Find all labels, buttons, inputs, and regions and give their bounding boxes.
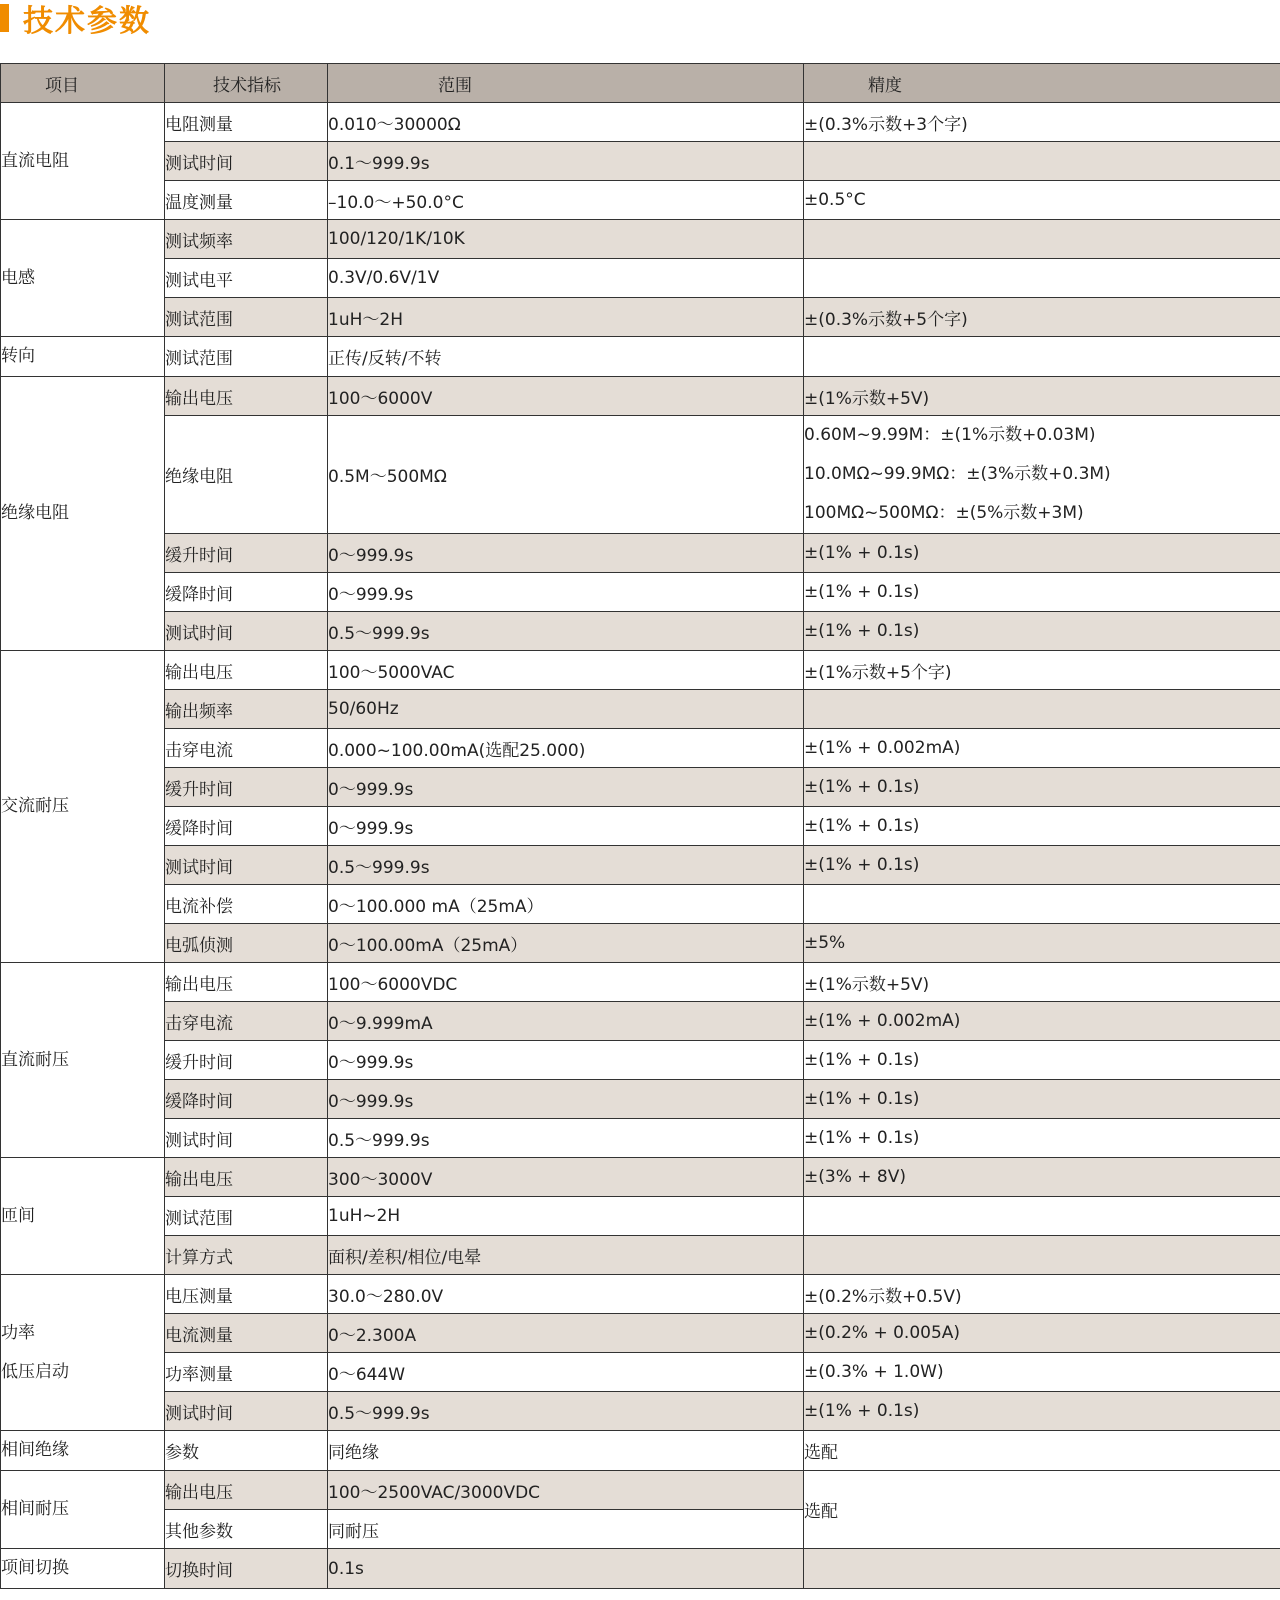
range-cell: 0～999.9s <box>328 534 804 573</box>
accuracy-line: ±(0.2% + 0.005A) <box>804 1323 961 1343</box>
spec-name-cell: 电流测量 <box>165 1314 328 1353</box>
spec-name-cell: 缓升时间 <box>165 768 328 807</box>
accuracy-line: 10.0MΩ~99.9MΩ：±(3%示数+0.3M) <box>804 464 1111 484</box>
accuracy-cell <box>804 846 1280 885</box>
spec-name-cell: 缓降时间 <box>165 1080 328 1119</box>
table-row <box>1 259 1280 298</box>
table-row <box>1 885 1280 924</box>
spec-table <box>0 63 1280 1589</box>
spec-name-cell: 电阻测量 <box>165 103 328 142</box>
item-label: 交流耐压 <box>1 796 69 816</box>
accuracy-cell <box>804 1471 1280 1549</box>
accuracy-cell <box>804 220 1280 259</box>
accuracy-cell <box>804 181 1280 220</box>
range-cell: 100～5000VAC <box>328 651 804 690</box>
range-cell: 0.010～30000Ω <box>328 103 804 142</box>
item-label: 转向 <box>1 346 35 366</box>
accuracy-line: ±(0.3%示数+5个字) <box>804 309 968 330</box>
range-cell: 300～3000V <box>328 1158 804 1197</box>
range-cell: 同绝缘 <box>328 1431 804 1471</box>
range-cell: 1uH～2H <box>328 298 804 337</box>
range-cell: 0.5M～500MΩ <box>328 416 804 534</box>
range-cell: 50/60Hz <box>328 690 804 729</box>
accuracy-cell <box>804 298 1280 337</box>
range-cell: 0.000~100.00mA(选配25.000) <box>328 729 804 768</box>
item-cell <box>1 651 165 963</box>
item-cell <box>1 103 165 220</box>
accuracy-cell <box>804 1353 1280 1392</box>
table-row <box>1 924 1280 963</box>
spec-name-cell: 缓降时间 <box>165 807 328 846</box>
accuracy-line: 选配 <box>804 1443 838 1463</box>
spec-name-cell: 测试时间 <box>165 612 328 651</box>
spec-name-cell: 测试时间 <box>165 846 328 885</box>
accuracy-line: ±(1% + 0.1s) <box>804 582 920 602</box>
accuracy-line: 100MΩ~500MΩ：±(5%示数+3M) <box>804 503 1084 523</box>
spec-name-cell: 功率测量 <box>165 1353 328 1392</box>
header-spec: 技术指标 <box>165 64 328 103</box>
accuracy-cell <box>804 1236 1280 1275</box>
table-row <box>1 1236 1280 1275</box>
spec-name-cell: 温度测量 <box>165 181 328 220</box>
item-cell <box>1 1549 165 1589</box>
item-label: 直流电阻 <box>1 150 69 171</box>
accuracy-cell <box>804 651 1280 690</box>
accuracy-cell <box>804 142 1280 181</box>
range-cell: 0～999.9s <box>328 1080 804 1119</box>
accuracy-cell <box>804 1275 1280 1314</box>
spec-name-cell: 击穿电流 <box>165 1002 328 1041</box>
table-row <box>1 298 1280 337</box>
accuracy-cell <box>804 1431 1280 1471</box>
spec-name-cell: 测试电平 <box>165 259 328 298</box>
range-cell: 100～2500VAC/3000VDC <box>328 1471 804 1510</box>
table-row <box>1 1197 1280 1236</box>
accuracy-cell <box>804 768 1280 807</box>
accuracy-cell <box>804 534 1280 573</box>
accuracy-cell <box>804 1041 1280 1080</box>
spec-name-cell: 测试时间 <box>165 142 328 181</box>
accuracy-cell <box>804 377 1280 416</box>
table-row <box>1 846 1280 885</box>
spec-name-cell: 测试范围 <box>165 337 328 377</box>
accuracy-line: ±(1% + 0.1s) <box>804 777 920 797</box>
accuracy-line: ±(1% + 0.002mA) <box>804 738 961 758</box>
range-cell: 30.0～280.0V <box>328 1275 804 1314</box>
section-title-bar <box>0 0 151 39</box>
table-row <box>1 690 1280 729</box>
spec-name-cell: 测试频率 <box>165 220 328 259</box>
table-row <box>1 1041 1280 1080</box>
range-cell: 0.5～999.9s <box>328 1119 804 1158</box>
range-cell: 0.3V/0.6V/1V <box>328 259 804 298</box>
accuracy-line: ±(1%示数+5V) <box>804 974 930 995</box>
spec-name-cell: 缓升时间 <box>165 534 328 573</box>
table-row <box>1 181 1280 220</box>
table-row <box>1 573 1280 612</box>
range-cell: 100～6000V <box>328 377 804 416</box>
spec-name-cell: 输出频率 <box>165 690 328 729</box>
accuracy-cell <box>804 573 1280 612</box>
item-cell <box>1 377 165 651</box>
accuracy-cell <box>804 807 1280 846</box>
item-label: 绝缘电阻 <box>1 503 69 523</box>
accuracy-line: ±(3% + 8V) <box>804 1167 906 1187</box>
item-label: 功率 <box>1 1322 35 1343</box>
accuracy-cell <box>804 612 1280 651</box>
header-item: 项目 <box>1 64 165 103</box>
accuracy-cell <box>804 1549 1280 1589</box>
accuracy-cell <box>804 1080 1280 1119</box>
accuracy-cell <box>804 1158 1280 1197</box>
table-row <box>1 807 1280 846</box>
range-cell: 0～100.000 mA（25mA） <box>328 885 804 924</box>
spec-name-cell: 缓降时间 <box>165 573 328 612</box>
range-cell: 100/120/1K/10K <box>328 220 804 259</box>
spec-name-cell: 其他参数 <box>165 1510 328 1549</box>
range-cell: 0.1～999.9s <box>328 142 804 181</box>
header-accuracy: 精度 <box>804 64 1280 103</box>
accuracy-line: ±(1% + 0.1s) <box>804 1050 920 1070</box>
table-row <box>1 103 1280 142</box>
item-label: 直流耐压 <box>1 1049 69 1070</box>
table-header-row <box>1 64 1280 103</box>
spec-name-cell: 缓升时间 <box>165 1041 328 1080</box>
spec-name-cell: 绝缘电阻 <box>165 416 328 534</box>
table-row <box>1 651 1280 690</box>
spec-name-cell: 输出电压 <box>165 651 328 690</box>
accuracy-line: ±(1%示数+5个字) <box>804 662 952 683</box>
table-row <box>1 142 1280 181</box>
title-marker <box>0 4 9 32</box>
accuracy-cell <box>804 1392 1280 1431</box>
accuracy-line: ±(1% + 0.1s) <box>804 621 920 641</box>
accuracy-cell <box>804 963 1280 1002</box>
accuracy-cell <box>804 690 1280 729</box>
accuracy-cell <box>804 259 1280 298</box>
spec-name-cell: 计算方式 <box>165 1236 328 1275</box>
accuracy-cell <box>804 729 1280 768</box>
table-row <box>1 1314 1280 1353</box>
accuracy-line: ±0.5°C <box>804 190 866 210</box>
table-row <box>1 1119 1280 1158</box>
spec-name-cell: 击穿电流 <box>165 729 328 768</box>
table-row <box>1 1549 1280 1589</box>
spec-name-cell: 输出电压 <box>165 1158 328 1197</box>
range-cell: 0.5～999.9s <box>328 846 804 885</box>
accuracy-line: ±(1% + 0.1s) <box>804 816 920 836</box>
range-cell: 0～2.300A <box>328 1314 804 1353</box>
range-cell: 0～999.9s <box>328 1041 804 1080</box>
spec-name-cell: 切换时间 <box>165 1549 328 1589</box>
table-row <box>1 1392 1280 1431</box>
accuracy-line: ±(0.3% + 1.0W) <box>804 1362 944 1382</box>
accuracy-line: ±(1% + 0.1s) <box>804 543 920 563</box>
table-row <box>1 1275 1280 1314</box>
table-row <box>1 612 1280 651</box>
table-row <box>1 1431 1280 1471</box>
accuracy-cell <box>804 1197 1280 1236</box>
accuracy-cell <box>804 924 1280 963</box>
item-label: 匝间 <box>1 1205 35 1226</box>
range-cell: 0.5～999.9s <box>328 612 804 651</box>
item-cell <box>1 337 165 377</box>
table-row <box>1 377 1280 416</box>
table-row <box>1 963 1280 1002</box>
item-cell <box>1 220 165 337</box>
table-row <box>1 1080 1280 1119</box>
range-cell: 100～6000VDC <box>328 963 804 1002</box>
spec-name-cell: 测试时间 <box>165 1392 328 1431</box>
range-cell: 0～999.9s <box>328 573 804 612</box>
range-cell: 0.1s <box>328 1549 804 1589</box>
spec-name-cell: 输出电压 <box>165 377 328 416</box>
item-label: 项间切换 <box>1 1558 69 1578</box>
accuracy-line: ±(1% + 0.1s) <box>804 855 920 875</box>
table-row <box>1 729 1280 768</box>
item-cell <box>1 1158 165 1275</box>
item-label: 相间绝缘 <box>1 1440 69 1460</box>
spec-name-cell: 输出电压 <box>165 1471 328 1510</box>
spec-name-cell: 电流补偿 <box>165 885 328 924</box>
range-cell: 面积/差积/相位/电晕 <box>328 1236 804 1275</box>
accuracy-line: ±(1% + 0.002mA) <box>804 1011 961 1031</box>
table-row <box>1 220 1280 259</box>
accuracy-line: ±5% <box>804 933 846 953</box>
spec-name-cell: 参数 <box>165 1431 328 1471</box>
range-cell: 正传/反转/不转 <box>328 337 804 377</box>
accuracy-cell <box>804 885 1280 924</box>
accuracy-line: ±(1% + 0.1s) <box>804 1089 920 1109</box>
spec-name-cell: 电弧侦测 <box>165 924 328 963</box>
item-cell <box>1 1275 165 1431</box>
section-title: 技术参数 <box>23 4 151 39</box>
table-row <box>1 1002 1280 1041</box>
spec-name-cell: 测试范围 <box>165 298 328 337</box>
table-row <box>1 416 1280 534</box>
accuracy-cell <box>804 103 1280 142</box>
item-cell <box>1 963 165 1158</box>
table-row <box>1 534 1280 573</box>
range-cell: 1uH~2H <box>328 1197 804 1236</box>
item-cell <box>1 1431 165 1471</box>
table-row <box>1 768 1280 807</box>
accuracy-cell <box>804 1119 1280 1158</box>
range-cell: –10.0～+50.0°C <box>328 181 804 220</box>
item-label: 低压启动 <box>1 1361 69 1382</box>
table-row <box>1 1158 1280 1197</box>
item-label: 相间耐压 <box>1 1499 69 1519</box>
spec-name-cell: 输出电压 <box>165 963 328 1002</box>
range-cell: 0～644W <box>328 1353 804 1392</box>
accuracy-cell <box>804 337 1280 377</box>
table-body <box>1 103 1280 1589</box>
spec-name-cell: 电压测量 <box>165 1275 328 1314</box>
table-row <box>1 1353 1280 1392</box>
accuracy-line: ±(1%示数+5V) <box>804 388 930 409</box>
range-cell: 0～100.00mA（25mA） <box>328 924 804 963</box>
accuracy-cell <box>804 416 1280 534</box>
accuracy-line: ±(1% + 0.1s) <box>804 1128 920 1148</box>
table-row <box>1 1471 1280 1510</box>
spec-name-cell: 测试范围 <box>165 1197 328 1236</box>
header-range: 范围 <box>328 64 804 103</box>
range-cell: 0～999.9s <box>328 807 804 846</box>
spec-name-cell: 测试时间 <box>165 1119 328 1158</box>
range-cell: 同耐压 <box>328 1510 804 1549</box>
range-cell: 0～9.999mA <box>328 1002 804 1041</box>
accuracy-line: 0.60M~9.99M：±(1%示数+0.03M) <box>804 425 1096 445</box>
accuracy-line: ±(1% + 0.1s) <box>804 1401 920 1421</box>
item-cell <box>1 1471 165 1549</box>
accuracy-line: 选配 <box>804 1502 838 1522</box>
table-row <box>1 337 1280 377</box>
item-label: 电感 <box>1 267 35 288</box>
accuracy-cell <box>804 1314 1280 1353</box>
accuracy-cell <box>804 1002 1280 1041</box>
range-cell: 0～999.9s <box>328 768 804 807</box>
range-cell: 0.5～999.9s <box>328 1392 804 1431</box>
accuracy-line: ±(0.3%示数+3个字) <box>804 114 968 135</box>
accuracy-line: ±(0.2%示数+0.5V) <box>804 1286 962 1307</box>
